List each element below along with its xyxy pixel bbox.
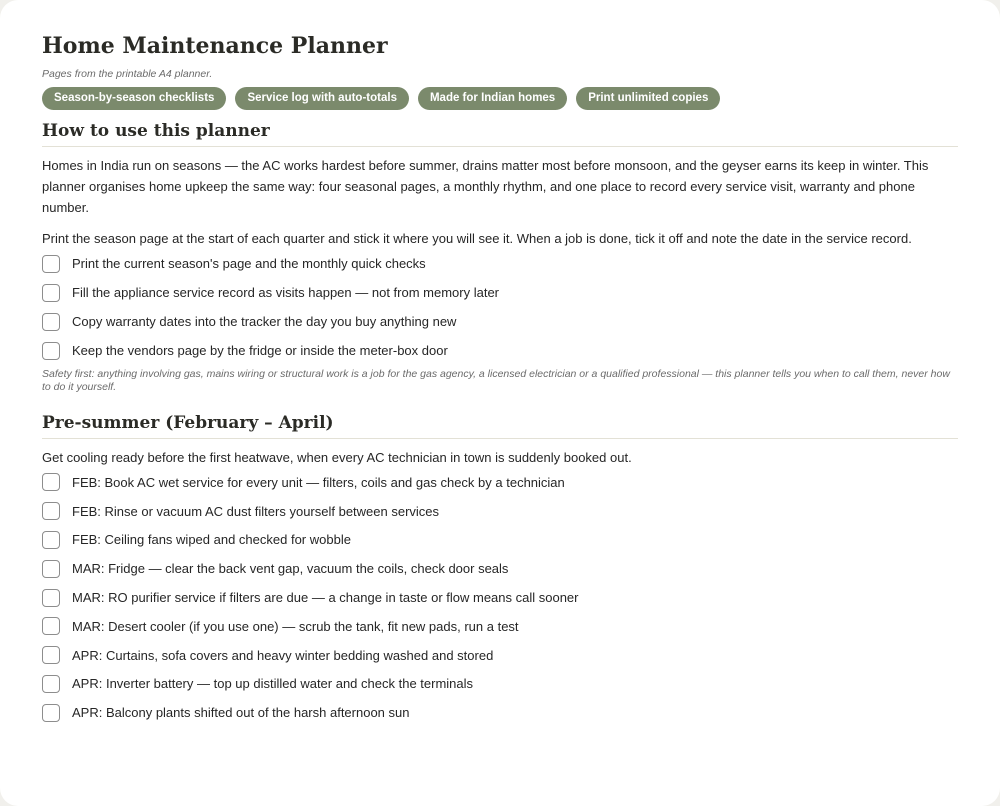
checklist-item-label: FEB: Rinse or vacuum AC dust filters yourself between services (72, 503, 440, 519)
checklist-item (42, 698, 958, 727)
section-heading-how-to-use: How to use this planner (42, 119, 958, 147)
checklist-item (42, 468, 958, 497)
how-to-use-intro: Homes in India run on seasons — the AC works hardest before summer, drains matter most before monsoon, and the geyser earns its keep in winter. This planner organises home upkeep the same way: four seasonal pages, a monthly rhythm, and one place to record every service visit, warranty and phone number. (42, 158, 929, 215)
tag-service-log: Service log with auto-totals (235, 87, 409, 110)
checklist-item (42, 336, 958, 365)
checkbox[interactable] (42, 502, 60, 520)
checkbox[interactable] (42, 589, 60, 607)
checklist-item (42, 612, 958, 641)
checklist-item-label: FEB: Ceiling fans wiped and checked for wobble (72, 532, 351, 548)
page-subtitle: Pages from the printable A4 planner. (42, 68, 213, 80)
checkbox[interactable] (42, 617, 60, 635)
checkbox[interactable] (42, 255, 60, 273)
checklist-item-label: Keep the vendors page by the fridge or inside the meter-box door (72, 343, 448, 358)
checklist-item (42, 641, 958, 670)
checkbox[interactable] (42, 560, 60, 578)
checklist-item-label: Copy warranty dates into the tracker the day you buy anything new (72, 314, 457, 329)
checklist-item-label: MAR: RO purifier service if filters are due — a change in taste or flow means call sooner (72, 590, 579, 606)
checkbox[interactable] (42, 704, 60, 722)
checklist-item (42, 278, 958, 307)
checklist-item (42, 526, 958, 555)
how-to-use-checklist (42, 249, 958, 365)
checkbox[interactable] (42, 342, 60, 360)
checklist-item-label: APR: Curtains, sofa covers and heavy winter bedding washed and stored (72, 647, 494, 663)
checkbox[interactable] (42, 473, 60, 491)
pre-summer-checklist (42, 468, 958, 727)
checklist-item (42, 554, 958, 583)
checklist-item (42, 670, 958, 699)
section-heading-pre-summer: Pre-summer (February – April) (42, 411, 958, 439)
checkbox[interactable] (42, 646, 60, 664)
checklist-item-label: MAR: Fridge — clear the back vent gap, vacuum the coils, check door seals (72, 561, 509, 577)
checkbox[interactable] (42, 675, 60, 693)
checklist-item-label: APR: Inverter battery — top up distilled water and check the terminals (72, 676, 474, 692)
tag-indian-homes: Made for Indian homes (418, 87, 567, 110)
checklist-item-label: Fill the appliance service record as visits happen — not from memory later (72, 285, 500, 300)
feature-tags (42, 87, 958, 110)
pre-summer-intro: Get cooling ready before the first heatwave, when every AC technician in town is suddenly booked out. (42, 450, 632, 465)
checkbox[interactable] (42, 313, 60, 331)
checklist-item (42, 583, 958, 612)
tag-print-copies: Print unlimited copies (576, 87, 720, 110)
checklist-item (42, 497, 958, 526)
checklist-item-label: FEB: Book AC wet service for every unit — filters, coils and gas check by a technician (72, 474, 565, 490)
checklist-item (42, 249, 958, 278)
checklist-item-label: MAR: Desert cooler (if you use one) — scrub the tank, fit new pads, run a test (72, 618, 519, 634)
checklist-item (42, 307, 958, 336)
page-title: Home Maintenance Planner (42, 33, 388, 59)
how-to-use-instruction: Print the season page at the start of each quarter and stick it where you will see it. When a job is done, tick it off and note the date in the service record. (42, 231, 912, 246)
checkbox[interactable] (42, 284, 60, 302)
checklist-item-label: Print the current season's page and the monthly quick checks (72, 256, 426, 271)
checklist-item-label: APR: Balcony plants shifted out of the harsh afternoon sun (72, 705, 410, 721)
tag-season-checklists: Season-by-season checklists (42, 87, 226, 110)
checkbox[interactable] (42, 531, 60, 549)
safety-note: Safety first: anything involving gas, mains wiring or structural work is a job for the gas agency, a licensed electrician or a qualified professional — this planner tells you when to call them, never how to do it yourself. (42, 368, 950, 393)
